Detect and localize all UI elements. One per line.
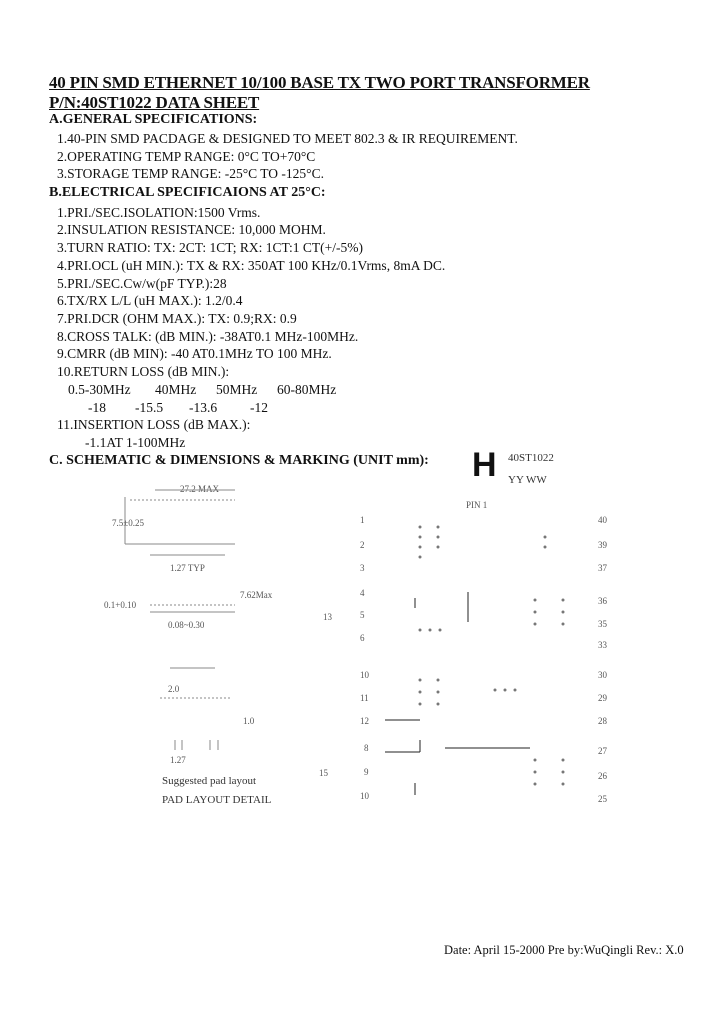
return-loss-freq: 40MHz <box>155 382 197 397</box>
return-loss-value: -15.5 <box>135 400 164 415</box>
pin-number: 3 <box>360 563 365 573</box>
marking-date-code: YY WW <box>508 474 547 486</box>
dim-pitch-label: 1.27 TYP <box>170 563 205 573</box>
pin-number: 35 <box>598 619 607 629</box>
pin-number: 2 <box>360 540 365 550</box>
pin-number: 10 <box>360 791 369 801</box>
spec-b-item: 5.PRI./SEC.Cw/w(pF TYP.):28 <box>57 276 227 291</box>
pin-number: 12 <box>360 716 369 726</box>
pin-number: 4 <box>360 588 365 598</box>
return-loss-value: -12 <box>250 400 268 415</box>
pin-number: 37 <box>598 563 607 573</box>
section-c-heading: C. SCHEMATIC & DIMENSIONS & MARKING (UNIT mm): <box>49 453 429 468</box>
pin-number: 26 <box>598 771 607 781</box>
spec-b-item: 7.PRI.DCR (OHM MAX.): TX: 0.9;RX: 0.9 <box>57 311 297 326</box>
spec-b-item: 2.INSULATION RESISTANCE: 10,000 MOHM. <box>57 222 326 237</box>
logo-icon: H <box>472 446 494 484</box>
dim-foot-label: 0.08~0.30 <box>168 620 205 630</box>
pin-number: 15 <box>319 768 328 778</box>
pin-number: 13 <box>323 612 332 622</box>
footer-revision: Date: April 15-2000 Pre by:WuQingli Rev.: X.0 <box>444 943 684 957</box>
return-loss-freq: 50MHz <box>216 382 258 397</box>
pad-layout-detail-label: PAD LAYOUT DETAIL <box>162 794 272 806</box>
suggested-pad-label: Suggested pad layout <box>162 775 257 787</box>
pin-number: 30 <box>598 670 607 680</box>
dim-right-label: 1.0 <box>243 716 255 726</box>
marking-part-number: 40ST1022 <box>508 452 554 464</box>
title-line-2: P/N:40ST1022 DATA SHEET <box>49 93 260 112</box>
pin-number: 39 <box>598 540 607 550</box>
return-loss-value: -13.6 <box>189 400 218 415</box>
dim-max-label: 7.62Max <box>240 590 273 600</box>
pin-number: 9 <box>364 767 369 777</box>
spec-b-item: 8.CROSS TALK: (dB MIN.): -38AT0.1 MHz-100MHz. <box>57 329 359 344</box>
pin-number: 10 <box>360 670 369 680</box>
return-loss-freq: 60-80MHz <box>277 382 337 397</box>
spec-b-item: 9.CMRR (dB MIN): -40 AT0.1MHz TO 100 MHz. <box>57 346 332 361</box>
return-loss-freq: 0.5-30MHz <box>68 382 131 397</box>
dim-length-label: 27.2 MAX <box>180 484 220 494</box>
spec-b-item: 1.PRI./SEC.ISOLATION:1500 Vrms. <box>57 205 261 220</box>
spec-b-item: 6.TX/RX L/L (uH MAX.): 1.2/0.4 <box>57 293 243 308</box>
pin-number: 6 <box>360 633 365 643</box>
pin-number: 5 <box>360 610 365 620</box>
pin-number: 25 <box>598 794 607 804</box>
spec-b-item: 10.RETURN LOSS (dB MIN.): <box>57 364 230 379</box>
title-line-1: 40 PIN SMD ETHERNET 10/100 BASE TX TWO PORT TRANSFORMER <box>49 73 590 92</box>
spec-b-item: 4.PRI.OCL (uH MIN.): TX & RX: 350AT 100 KHz/0.1Vrms, 8mA DC. <box>57 258 446 273</box>
insertion-loss-heading: 11.INSERTION LOSS (dB MAX.): <box>57 417 251 432</box>
pin-number: 1 <box>360 515 365 525</box>
pin-number: 29 <box>598 693 607 703</box>
pin-number: 28 <box>598 716 607 726</box>
pin1-label: PIN 1 <box>466 500 488 510</box>
spec-a-item: 1.40-PIN SMD PACDAGE & DESIGNED TO MEET 802.3 & IR REQUIREMENT. <box>57 131 518 146</box>
pin-number: 8 <box>364 743 369 753</box>
section-a-heading: A.GENERAL SPECIFICATIONS: <box>49 112 258 127</box>
section-b-heading: B.ELECTRICAL SPECIFICAIONS AT 25°C: <box>49 185 326 200</box>
dim-height-label: 0.1+0.10 <box>104 600 137 610</box>
dim-width-label: 7.5±0.25 <box>112 518 144 528</box>
dim-mid-label: 2.0 <box>168 684 180 694</box>
insertion-loss-value: -1.1AT 1-100MHz <box>85 435 186 450</box>
return-loss-value: -18 <box>88 400 106 415</box>
spec-b-item: 3.TURN RATIO: TX: 2CT: 1CT; RX: 1CT:1 CT(+/-5%) <box>57 240 364 255</box>
spec-a-item: 2.OPERATING TEMP RANGE: 0°C TO+70°C <box>57 149 316 164</box>
pad-pitch-label: 1.27 <box>170 755 186 765</box>
spec-a-item: 3.STORAGE TEMP RANGE: -25°C TO -125°C. <box>57 166 324 181</box>
pin-number: 40 <box>598 515 607 525</box>
pin-number: 33 <box>598 640 607 650</box>
pin-number: 27 <box>598 746 607 756</box>
pin-number: 36 <box>598 596 607 606</box>
pin-number: 11 <box>360 693 369 703</box>
